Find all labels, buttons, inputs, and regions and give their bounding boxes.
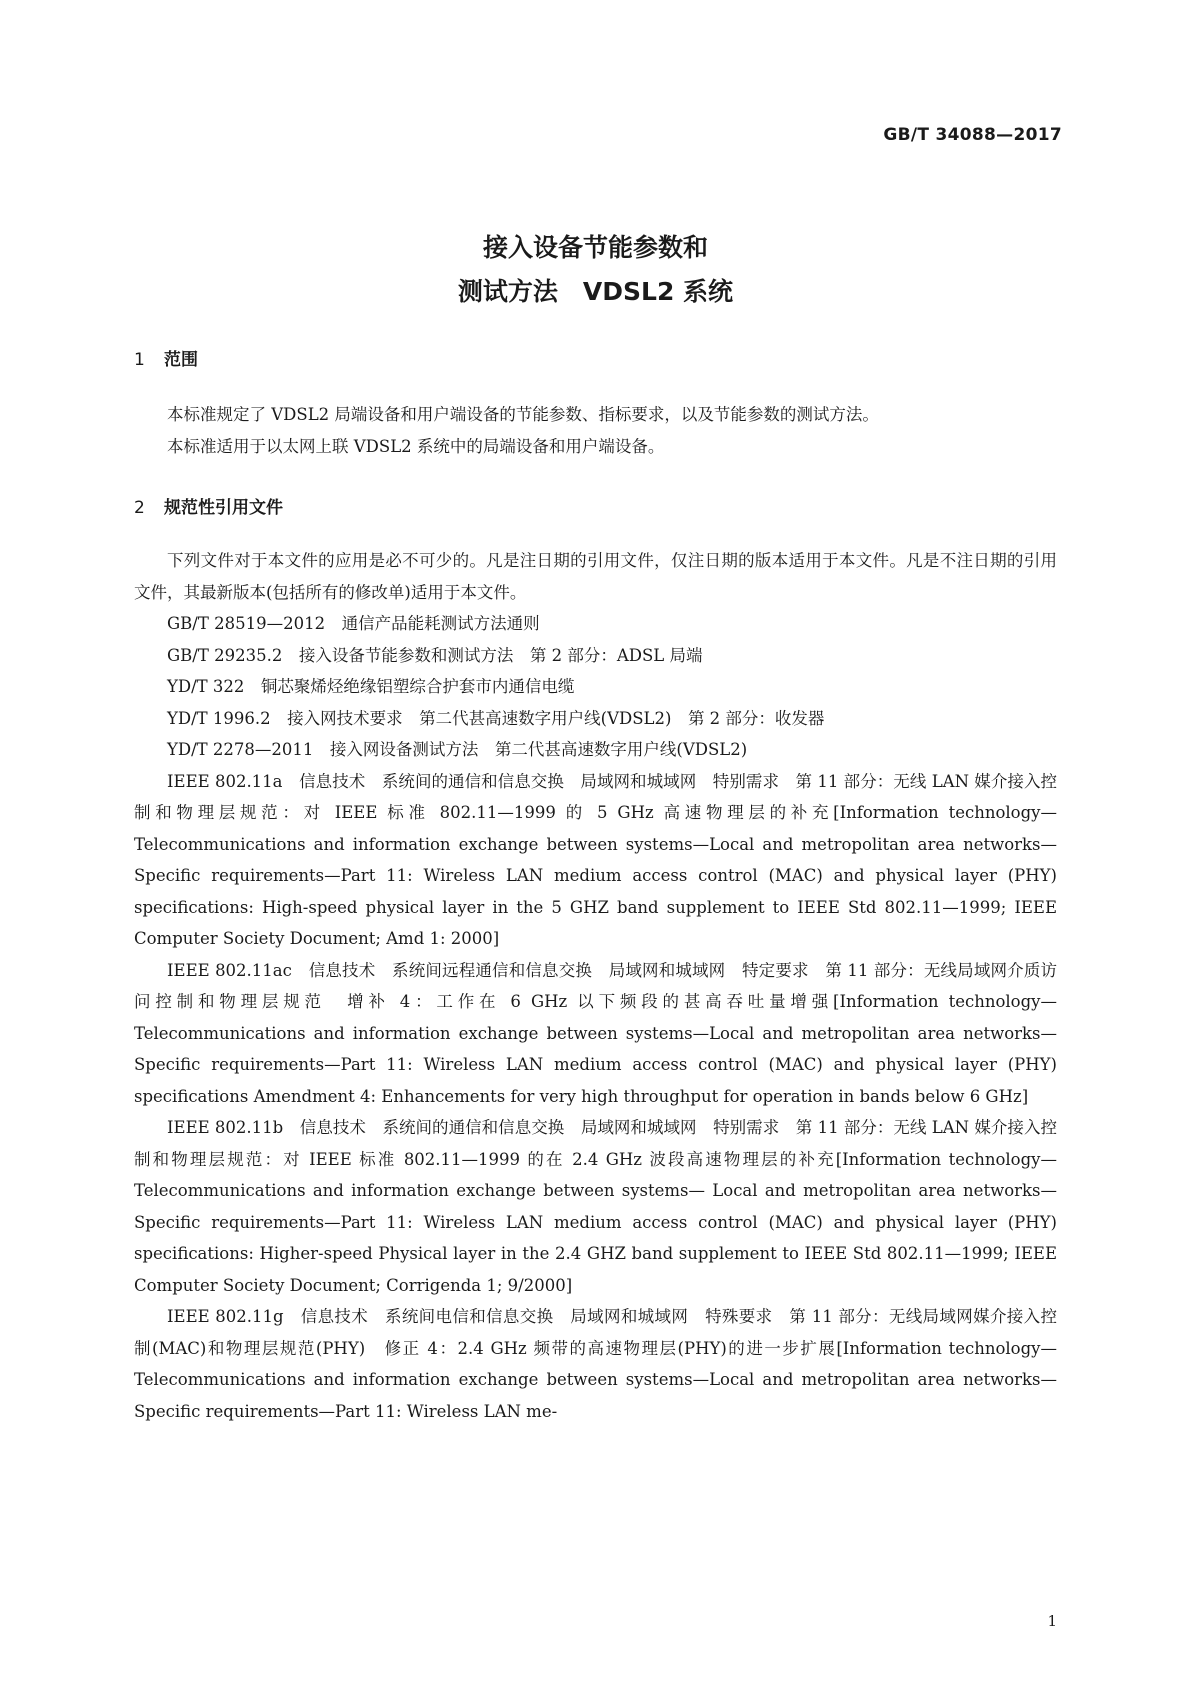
title-line-1: 接入设备节能参数和 [482, 233, 708, 262]
reference-item: GB/T 28519—2012 通信产品能耗测试方法通则 [167, 614, 540, 633]
references-intro: 下列文件对于本文件的应用是必不可少的。凡是注日期的引用文件，仅注日期的版本适用于本文件。凡是不注日期的引用文件，其最新版本(包括所有的修改单)适用于本文件。 [134, 551, 1057, 602]
references-body [134, 545, 1057, 1427]
reference-item: YD/T 1996.2 接入网技术要求 第二代甚高速数字用户线(VDSL2) 第 2 部分：收发器 [167, 708, 825, 728]
reference-item: YD/T 2278—2011 接入网设备测试方法 第二代甚高速数字用户线(VDSL2) [167, 740, 748, 759]
ieee-reference: IEEE 802.11b 信息技术 系统间的通信和信息交换 局域网和城域网 特别需求 第 11 部分：无线 LAN 媒介接入控制和物理层规范：对 IEEE 标准 802.11—1999 的在 2.4 GHz 波段高速物理层的补充[Information technology—Telecommunications and information exchange between systems— Local and metropolitan area networks—Specific requirements—Part 11: Wireless LAN medium access control (MAC) and physical layer (PHY) specifications: Higher-speed Physical layer in the 2.4 GHZ band supplement to IEEE Std 802.11—1999; IEEE Computer Society Document; Corrigenda 1; 9/2000] [134, 1118, 1057, 1295]
ieee-reference: IEEE 802.11ac 信息技术 系统间远程通信和信息交换 局域网和城域网 特定要求 第 11 部分：无线局域网介质访问控制和物理层规范 增补 4：工作在 6 GHz 以下频段的甚高吞吐量增强[Information technology—Telecommunications and information exchange between systems—Local and metropolitan area networks—Specific requirements—Part 11: Wireless LAN medium access control (MAC) and physical layer (PHY) specifications Amendment 4: Enhancements for very high throughput for operation in bands below 6 GHz] [134, 960, 1057, 1106]
section-heading-normative-references [134, 493, 283, 518]
section-number: 1 [134, 350, 145, 370]
paragraph: 本标准规定了 VDSL2 局端设备和用户端设备的节能参数、指标要求，以及节能参数的测试方法。 [167, 405, 879, 424]
page-number: 1 [1047, 1612, 1057, 1630]
document-title [0, 226, 1191, 314]
reference-item: GB/T 29235.2 接入设备节能参数和测试方法 第 2 部分：ADSL 局端 [167, 645, 703, 665]
reference-item: YD/T 322 铜芯聚烯烃绝缘铝塑综合护套市内通信电缆 [167, 677, 575, 696]
ieee-reference: IEEE 802.11g 信息技术 系统间电信和信息交换 局域网和城域网 特殊要求 第 11 部分：无线局域网媒介接入控制(MAC)和物理层规范(PHY) 修正 4：2.4 GHz 频带的高速物理层(PHY)的进一步扩展[Information technology—Telecommunications and information exchange between systems—Local and metropolitan area networks—Specific requirements—Part 11: Wireless LAN me- [134, 1307, 1057, 1421]
ieee-reference: IEEE 802.11a 信息技术 系统间的通信和信息交换 局域网和城域网 特别需求 第 11 部分：无线 LAN 媒介接入控制和物理层规范：对 IEEE 标准 802.11—1999 的 5 GHz 高速物理层的补充[Information technology—Telecommunications and information exchange between systems—Local and metropolitan area networks—Specific requirements—Part 11: Wireless LAN medium access control (MAC) and physical layer (PHY) specifications: High-speed physical layer in the 5 GHZ band supplement to IEEE Std 802.11—1999; IEEE Computer Society Document; Amd 1: 2000] [134, 771, 1057, 948]
scope-body [134, 399, 1057, 462]
title-line-2: 测试方法 VDSL2 系统 [457, 277, 734, 306]
standard-code: GB/T 34088—2017 [883, 125, 1062, 145]
section-title: 规范性引用文件 [164, 498, 283, 518]
section-number: 2 [134, 498, 145, 518]
paragraph: 本标准适用于以太网上联 VDSL2 系统中的局端设备和用户端设备。 [167, 436, 665, 456]
section-heading-scope [134, 345, 198, 370]
section-title: 范围 [164, 350, 198, 370]
